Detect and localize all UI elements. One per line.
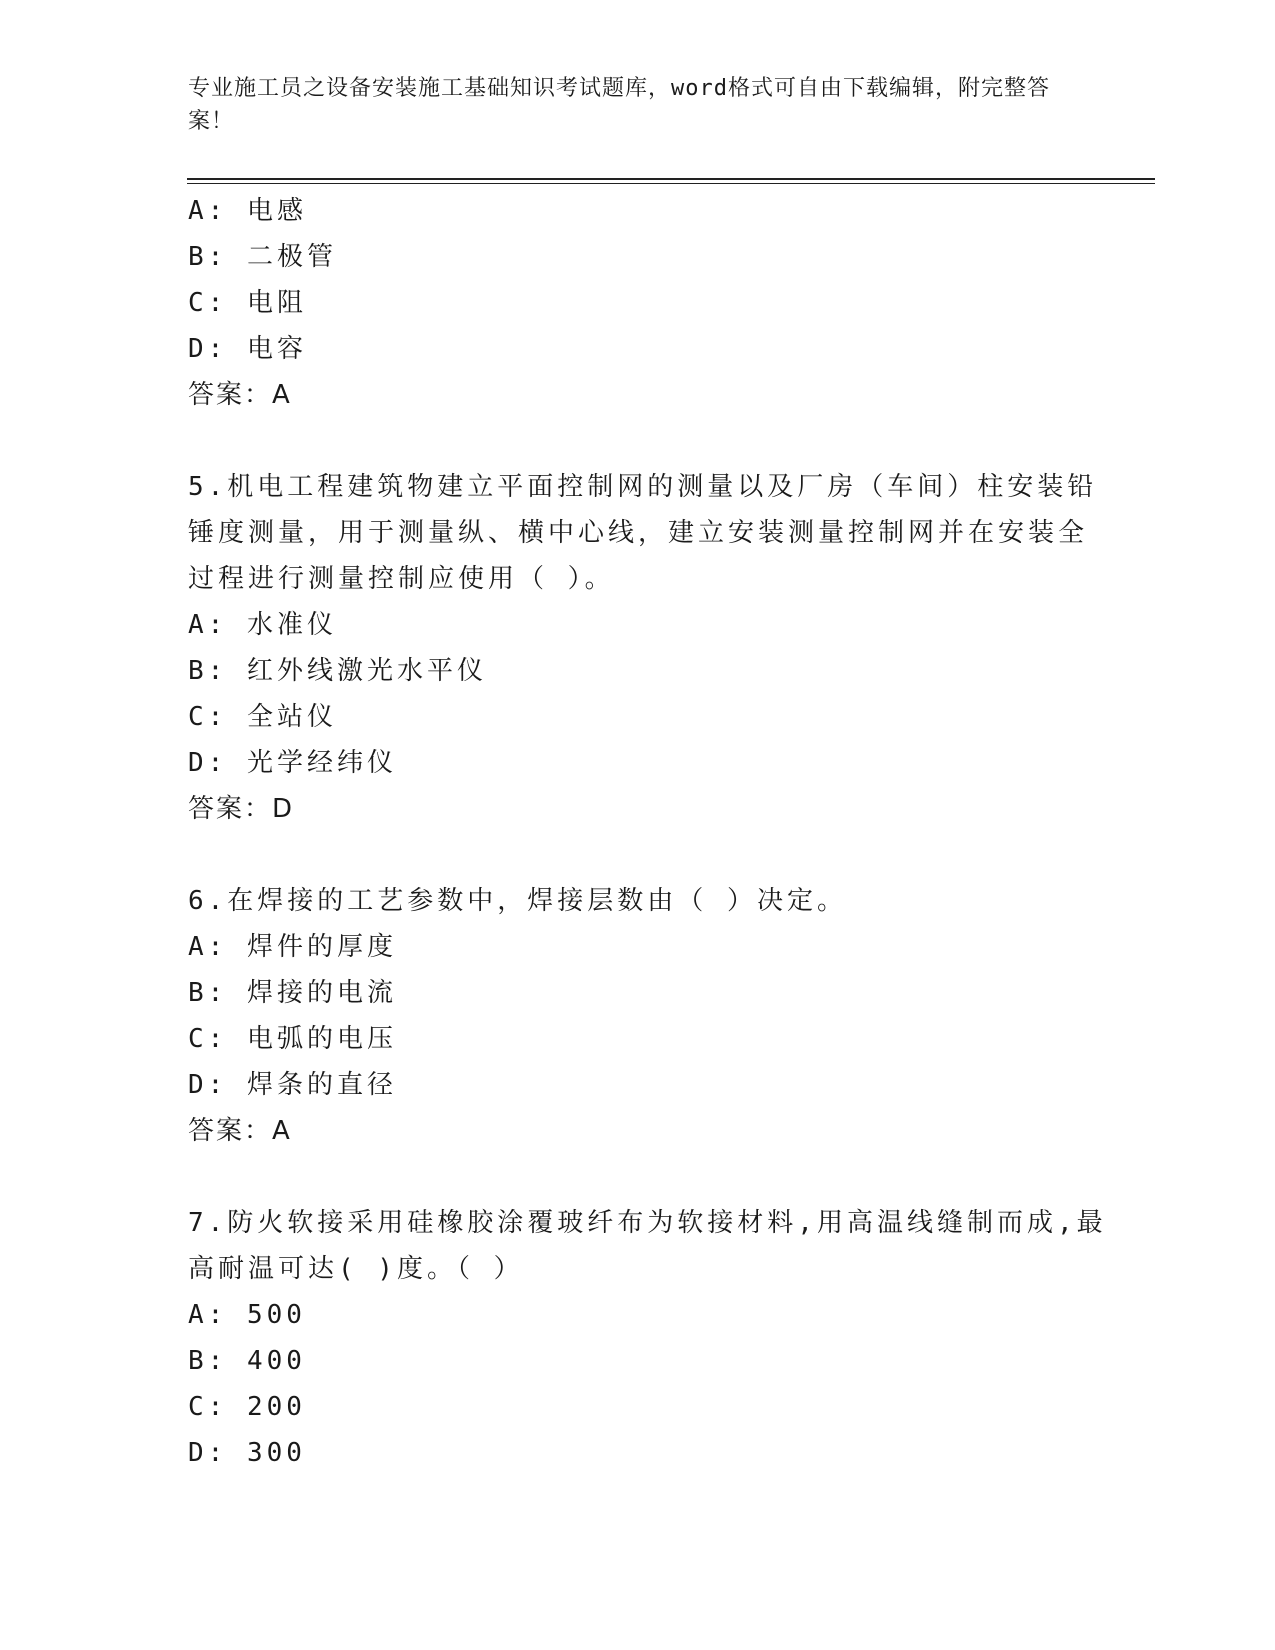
option-a: A: 电感 (188, 196, 307, 226)
page-header (188, 72, 1068, 138)
option-c: C: 全站仪 (188, 702, 337, 732)
document-body (188, 188, 1107, 1476)
option-a: A: 水准仪 (188, 610, 337, 640)
option-b: B: 焊接的电流 (188, 978, 397, 1008)
question-text-line: 锤度测量，用于测量纵、横中心线，建立安装测量控制网并在安装全 (188, 518, 1089, 548)
answer-line: 答案：A (188, 380, 292, 410)
question-text-line: 高耐温可达( )度。（ ） (188, 1254, 524, 1284)
header-rule-thick (187, 178, 1155, 180)
answer-line: 答案：A (188, 1116, 292, 1146)
option-b: B: 400 (188, 1346, 306, 1376)
question-text-line: 7.防火软接采用硅橡胶涂覆玻纤布为软接材料,用高温线缝制而成,最 (188, 1208, 1107, 1238)
header-rule-thin (187, 183, 1155, 184)
question-7 (188, 1200, 1107, 1476)
question-5 (188, 464, 1098, 832)
option-a: A: 焊件的厚度 (188, 932, 397, 962)
option-d: D: 300 (188, 1438, 306, 1468)
question-text-line: 5.机电工程建筑物建立平面控制网的测量以及厂房（车间）柱安装铅 (188, 472, 1098, 502)
option-b: B: 二极管 (188, 242, 337, 272)
option-d: D: 电容 (188, 334, 307, 364)
header-text: 专业施工员之设备安装施工基础知识考试题库，word格式可自由下载编辑，附完整答案！ (188, 76, 1050, 134)
question-6 (188, 878, 1068, 1154)
option-c: C: 电阻 (188, 288, 307, 318)
option-c: C: 200 (188, 1392, 306, 1422)
question-text-line: 过程进行测量控制应使用（ ）。 (188, 564, 615, 594)
question-text-line: 6.在焊接的工艺参数中，焊接层数由（ ）决定。 (188, 886, 847, 916)
option-d: D: 焊条的直径 (188, 1070, 397, 1100)
question-fragment (188, 188, 1068, 418)
option-d: D: 光学经纬仪 (188, 748, 397, 778)
option-c: C: 电弧的电压 (188, 1024, 397, 1054)
option-a: A: 500 (188, 1300, 306, 1330)
answer-line: 答案：D (188, 794, 295, 824)
option-b: B: 红外线激光水平仪 (188, 656, 487, 686)
